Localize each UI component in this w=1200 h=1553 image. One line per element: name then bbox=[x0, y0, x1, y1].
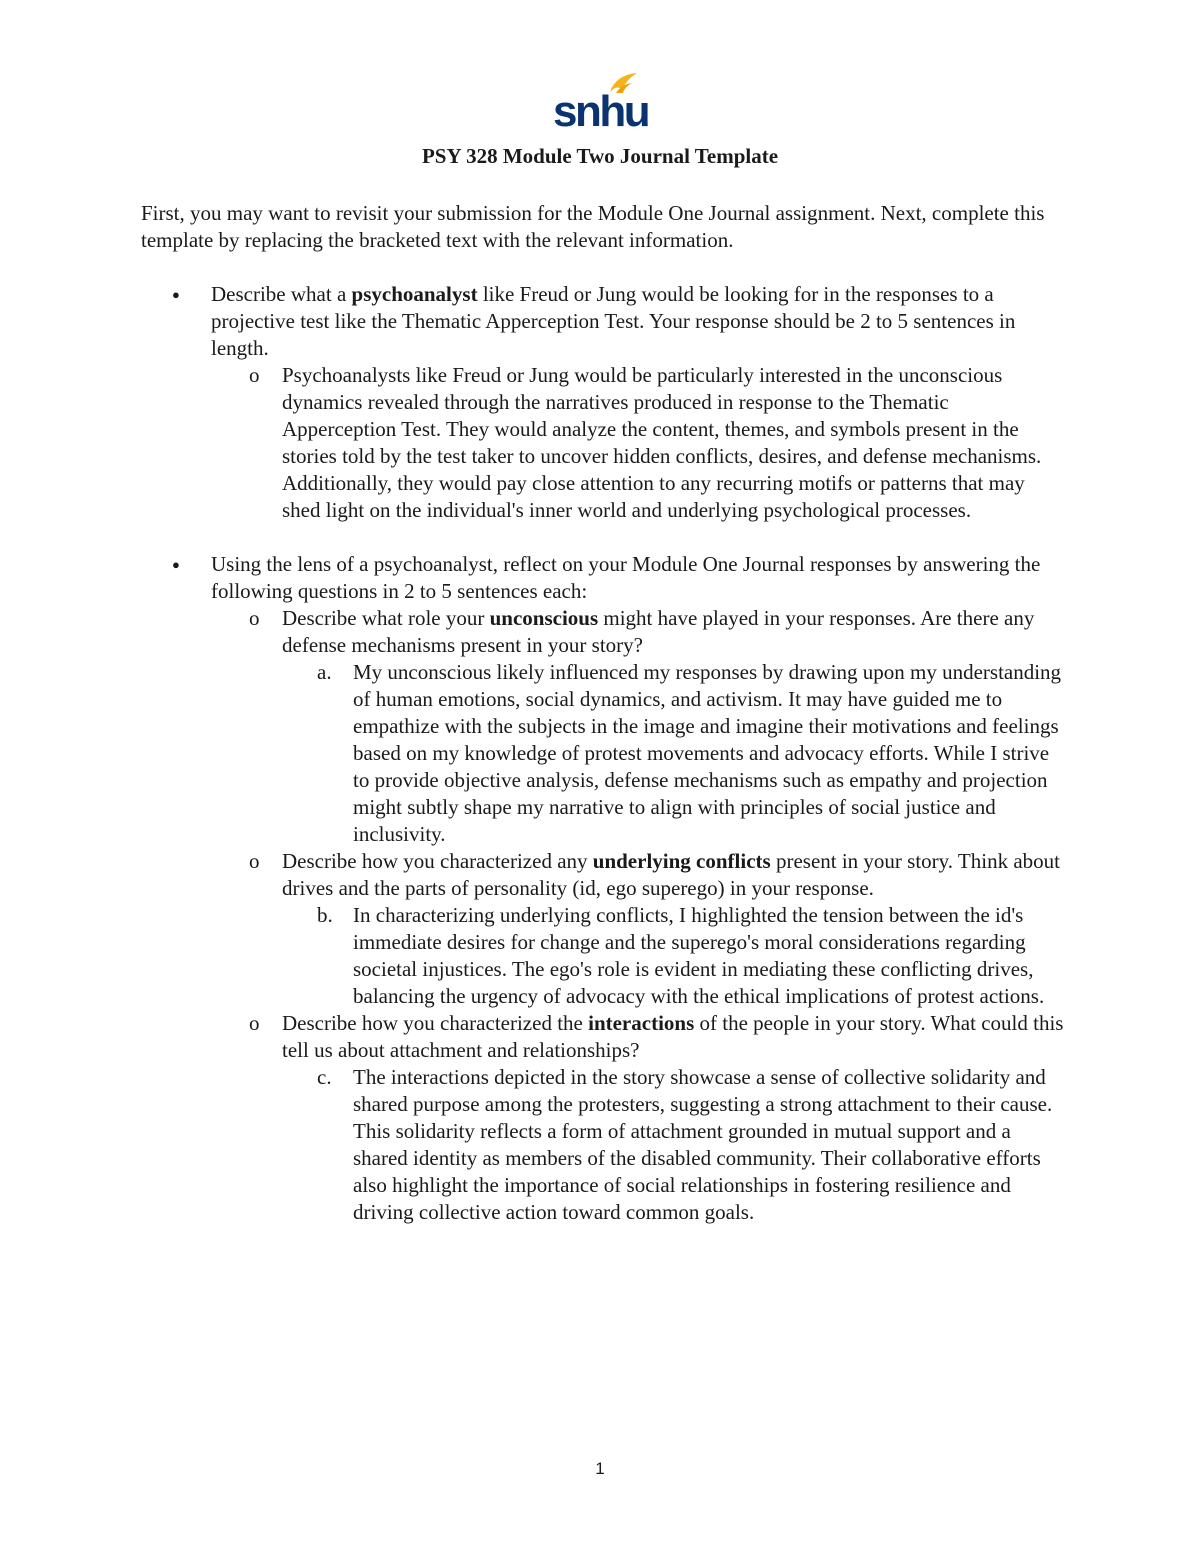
prompt-item-reflection bbox=[141, 551, 1066, 1226]
question-item-unconscious bbox=[211, 605, 1066, 848]
intro-paragraph: First, you may want to revisit your submission for the Module One Journal assignment. Next, complete this template by replacing the bracketed text with the relevant information. bbox=[141, 201, 1045, 252]
answer-text: In characterizing underlying conflicts, I highlighted the tension between the id's immediate desires for change and the superego's moral considerations regarding societal injustices. The ego's role is evident in mediating these conflicting drives, balancing the urgency of advocacy with the ethical implications of protest actions. bbox=[353, 903, 1045, 1008]
prompt-list bbox=[141, 281, 1066, 1226]
bold-term: psychoanalyst bbox=[351, 282, 478, 306]
list-marker: a. bbox=[317, 660, 332, 684]
question-text: Describe how you characterized any underlying conflicts present in your story. Think about drives and the parts of personality (id, ego superego) in your response. bbox=[282, 849, 1060, 900]
bold-term: unconscious bbox=[489, 606, 599, 630]
answer-text: My unconscious likely influenced my responses by drawing upon my understanding of human emotions, social dynamics, and activism. It may have guided me to empathize with the subjects in the image and imagine their motivations and feelings based on my knowledge of protest movements and advocacy efforts. While I strive to provide objective analysis, defense mechanisms such as empathy and projection might subtly shape my narrative to align with principles of social justice and inclusivity. bbox=[353, 660, 1062, 846]
question-text: Describe what role your unconscious might have played in your responses. Are there any defense mechanisms present in your story? bbox=[282, 606, 1035, 657]
document-body bbox=[141, 200, 1066, 1253]
bold-term: underlying conflicts bbox=[592, 849, 771, 873]
answer-list bbox=[282, 902, 1066, 1010]
prompt-item-psychoanalyst bbox=[141, 281, 1066, 524]
answer-list bbox=[211, 362, 1066, 524]
answer-item bbox=[282, 1064, 1066, 1226]
answer-list bbox=[282, 659, 1066, 848]
question-item-conflicts bbox=[211, 848, 1066, 1010]
page-number: 1 bbox=[595, 1459, 605, 1478]
question-item-interactions bbox=[211, 1010, 1066, 1226]
snhu-logo bbox=[553, 72, 649, 136]
question-list bbox=[211, 605, 1066, 1226]
logo-wordmark: snhu bbox=[553, 87, 649, 136]
question-text: Describe how you characterized the interactions of the people in your story. What could this tell us about attachment and relationships? bbox=[282, 1011, 1064, 1062]
bold-term: interactions bbox=[588, 1011, 695, 1035]
page-title: PSY 328 Module Two Journal Template bbox=[421, 144, 779, 168]
prompt-text: Describe what a psychoanalyst like Freud or Jung would be looking for in the responses to a projective test like the Thematic Apperception Test. Your response should be 2 to 5 sentences in length. bbox=[211, 282, 1016, 360]
list-marker: c. bbox=[317, 1065, 332, 1089]
prompt-text: Using the lens of a psychoanalyst, reflect on your Module One Journal responses by answering the following questions in 2 to 5 sentences each: bbox=[211, 552, 1041, 603]
answer-text: The interactions depicted in the story showcase a sense of collective solidarity and shared purpose among the protesters, suggesting a strong attachment to their cause. This solidarity reflects a form of attachment grounded in mutual support and a shared identity as members of the disabled community. Their collaborative efforts also highlight the importance of social relationships in fostering resilience and driving collective action toward common goals. bbox=[353, 1065, 1053, 1224]
answer-item bbox=[282, 902, 1066, 1010]
list-marker: b. bbox=[317, 903, 333, 927]
answer-list bbox=[282, 1064, 1066, 1226]
answer-item: o Psychoanalysts like Freud or Jung would be particularly interested in the unconscious dynamics revealed through the narratives produced in response to the Thematic Apperception Test. They would analyze the content, themes, and symbols present in the stories told by the test taker to uncover hidden conflicts, desires, and defense mechanisms. Additionally, they would pay close attention to any recurring motifs or patterns that may shed light on the individual's inner world and underlying psychological processes. bbox=[211, 362, 1066, 524]
answer-item bbox=[282, 659, 1066, 848]
